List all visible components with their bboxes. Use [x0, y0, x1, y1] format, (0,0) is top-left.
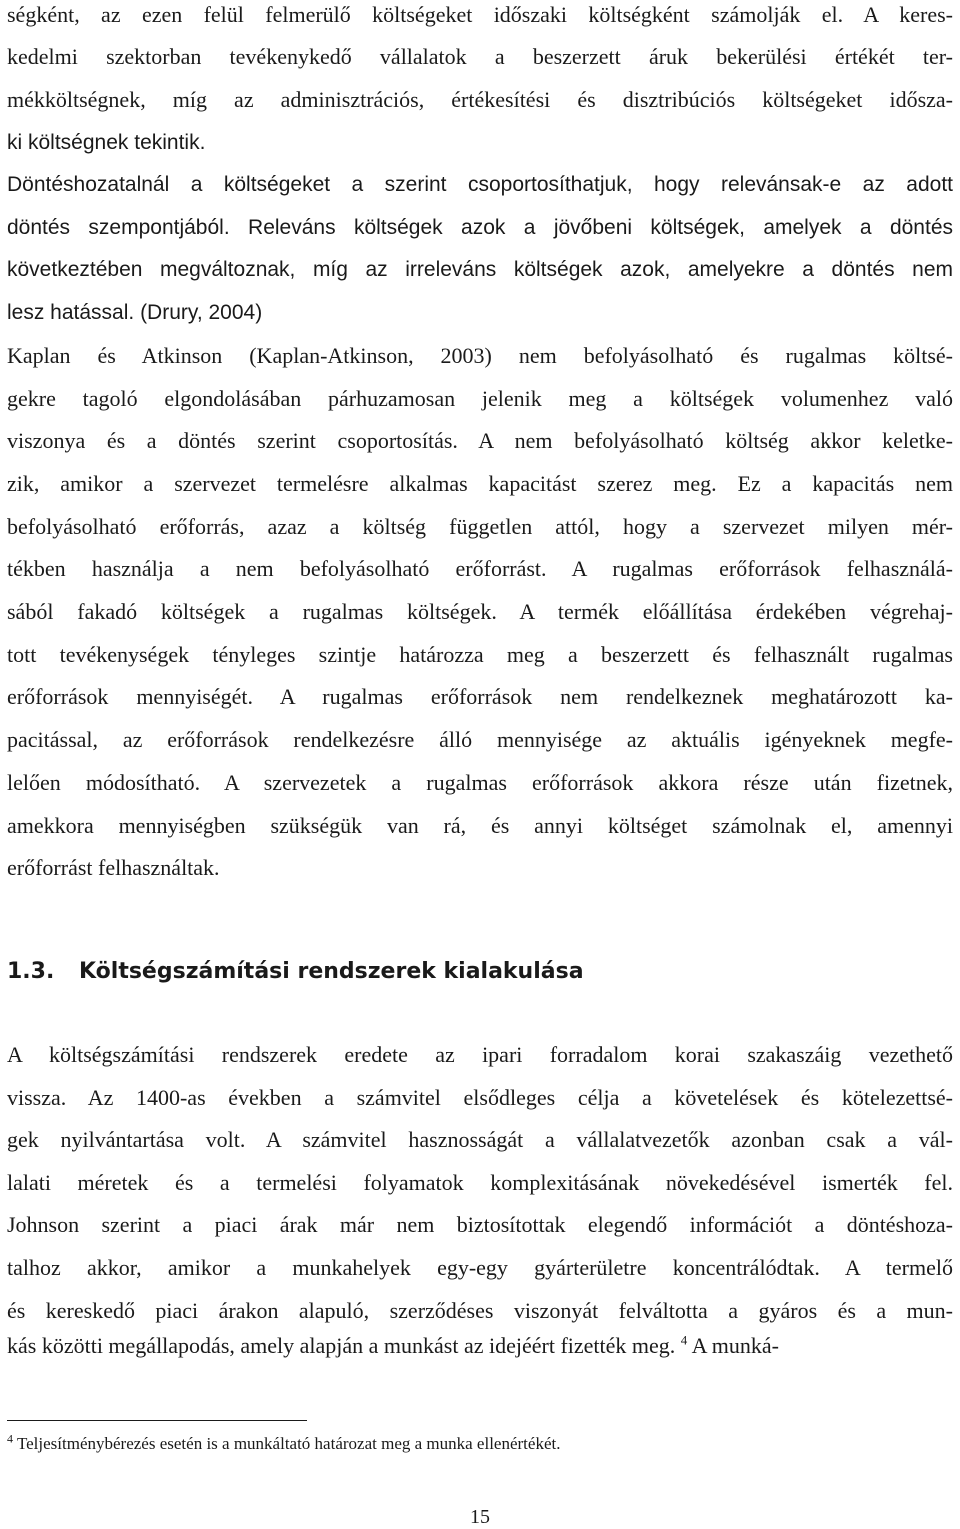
- last-line-tail: A munká-: [687, 1333, 779, 1358]
- footnote-text: Teljesítménybérezés esetén is a munkáltató határozat meg a munka ellenértékét.: [13, 1434, 561, 1453]
- text-line: vissza. Az 1400-as években a számvitel elsődleges célja a követelések és kötelezettsé-: [7, 1085, 953, 1110]
- section-title: Költségszámítási rendszerek kialakulása: [79, 959, 584, 984]
- text-line-last: [7, 1331, 953, 1361]
- text-line: A költségszámítási rendszerek eredete az ipari forradalom korai szakaszáig vezethető: [7, 1042, 953, 1067]
- text-line: erőforrást felhasználtak.: [7, 855, 220, 880]
- footnote-ref-marker[interactable]: 4: [680, 1332, 688, 1348]
- footnote-number: 4: [7, 1431, 13, 1446]
- text-line: kedelmi szektorban tevékenykedő vállalatok a beszerzett áruk bekerülési értékét ter-: [7, 44, 953, 69]
- text-line: következtében megváltoznak, míg az irreleváns költségek azok, amelyekre a döntés nem: [7, 258, 953, 281]
- text-line: zik, amikor a szervezet termelésre alkalmas kapacitást szerez meg. Ez a kapacitás nem: [7, 471, 953, 496]
- section-heading: [7, 955, 584, 989]
- text-line: döntés szempontjából. Releváns költségek azok a jövőbeni költségek, amelyek a döntés: [7, 216, 953, 239]
- text-line: viszonya és a döntés szerint csoportosítás. A nem befolyásolható költség akkor keletke-: [7, 428, 953, 453]
- text-line: és kereskedő piaci árakon alapuló, szerződéses viszonyát felváltotta a gyáros és a mun-: [7, 1298, 953, 1323]
- text-line: ki költségnek tekintik.: [7, 131, 206, 154]
- section-number: 1.3.: [7, 959, 55, 984]
- page-number: 15: [470, 1506, 490, 1528]
- text-line: amekkora mennyiségben szükségük van rá, és annyi költséget számolnak el, amennyi: [7, 813, 953, 838]
- text-line: Johnson szerint a piaci árak már nem biztosítottak elegendő információt a döntéshoza-: [7, 1212, 953, 1237]
- text-line: gek nyilvántartása volt. A számvitel hasznosságát a vállalatvezetők azonban csak a vál-: [7, 1127, 953, 1152]
- text-line: gekre tagoló elgondolásában párhuzamosan jelenik meg a költségek volumenhez való: [7, 386, 953, 411]
- footnote: [7, 1433, 560, 1455]
- text-line: talhoz akkor, amikor a munkahelyek egy-egy gyárterületre koncentrálódtak. A termelő: [7, 1255, 953, 1280]
- text-line: pacitással, az erőforrások rendelkezésre álló mennyisége az aktuális igényeknek megfe-: [7, 727, 953, 752]
- text-line: Döntéshozatalnál a költségeket a szerint csoportosíthatjuk, hogy relevánsak-e az adott: [7, 173, 953, 196]
- text-line: ségként, az ezen felül felmerülő költségeket időszaki költségként számolják el. A keres-: [7, 2, 953, 27]
- text-line: Kaplan és Atkinson (Kaplan-Atkinson, 2003) nem befolyásolható és rugalmas költsé-: [7, 343, 953, 368]
- text-line: tott tevékenységek tényleges szintje határozza meg a beszerzett és felhasznált rugalmas: [7, 642, 953, 667]
- text-line: erőforrások mennyiségét. A rugalmas erőforrások nem rendelkeznek meghatározott ka-: [7, 684, 953, 709]
- text-line: befolyásolható erőforrás, azaz a költség független attól, hogy a szervezet milyen mér-: [7, 514, 953, 539]
- text-line: lalati méretek és a termelési folyamatok komplexitásának növekedésével ismerték fel.: [7, 1170, 953, 1195]
- last-line-text: kás közötti megállapodás, amely alapján a munkást az idejéért fizették meg.: [7, 1333, 676, 1358]
- text-line: lesz hatással. (Drury, 2004): [7, 301, 263, 324]
- text-line: tékben használja a nem befolyásolható erőforrást. A rugalmas erőforrások felhasználá-: [7, 556, 953, 581]
- text-line: mékköltségnek, míg az adminisztrációs, értékesítési és disztribúciós költségeket idősza-: [7, 87, 953, 112]
- text-line: sából fakadó költségek a rugalmas költségek. A termék előállítása érdekében végrehaj-: [7, 599, 953, 624]
- text-line: lelően módosítható. A szervezetek a rugalmas erőforrások akkora része után fizetnek,: [7, 770, 953, 795]
- footnote-separator: [7, 1420, 307, 1421]
